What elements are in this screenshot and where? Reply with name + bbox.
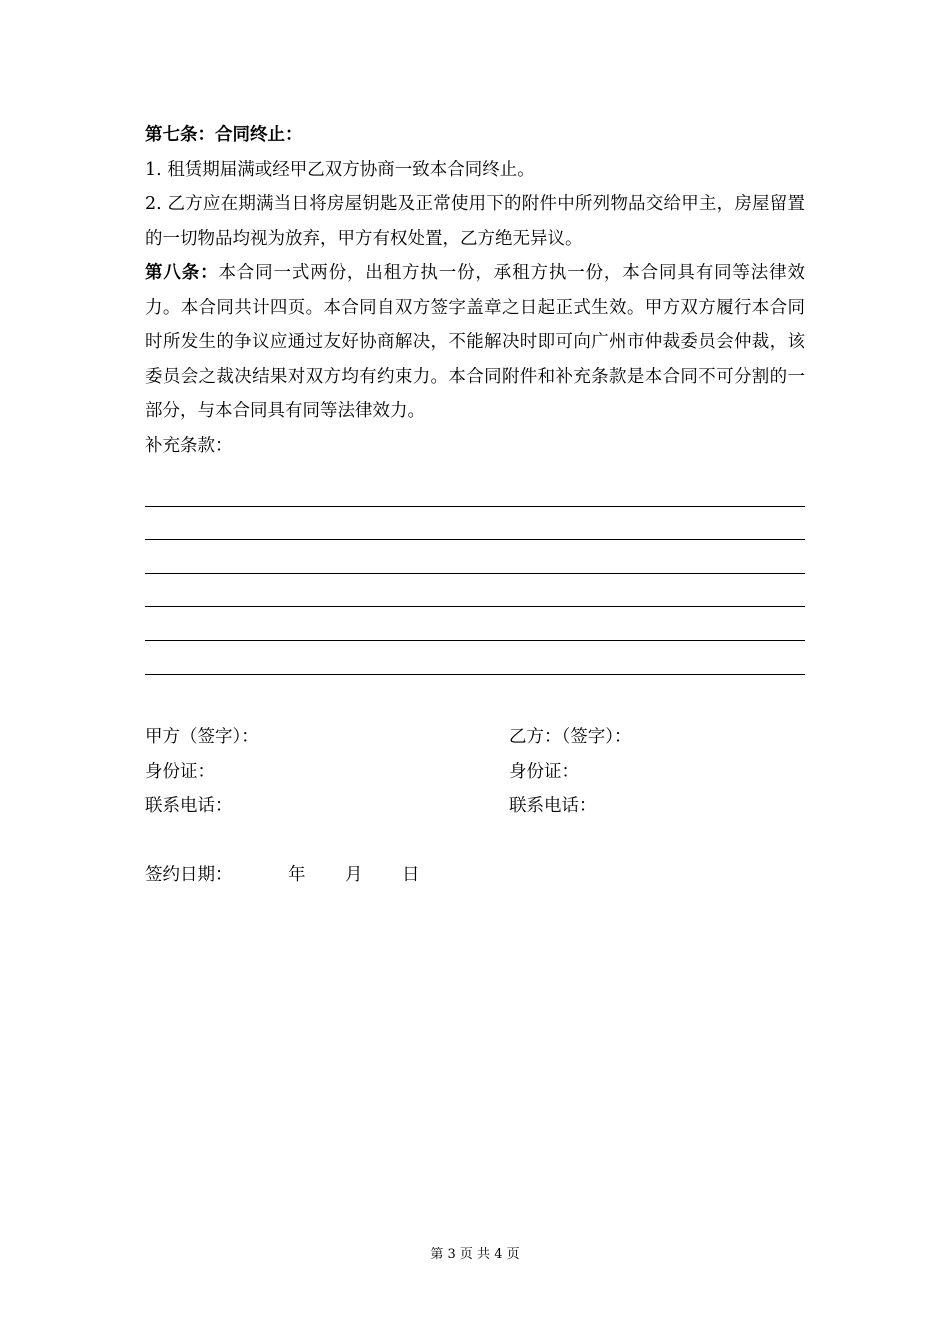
party-a-id-label: 身份证：	[145, 761, 215, 782]
signature-row	[145, 720, 805, 755]
article-7-item-2: 2. 乙方应在期满当日将房屋钥匙及正常使用下的附件中所列物品交给甲主，房屋留置的一切物品均视为放弃，甲方有权处置，乙方绝无异议。	[145, 194, 805, 249]
page-footer: 第 3 页 共 4 页	[430, 1247, 520, 1262]
article-7-heading: 第七条：合同终止：	[145, 125, 303, 145]
date-year: 年	[288, 865, 306, 885]
party-b-id-label: 身份证：	[509, 761, 579, 782]
contract-body	[145, 118, 805, 675]
signature-block	[145, 720, 805, 824]
article-8-heading: 第八条：	[145, 263, 219, 283]
phone-row	[145, 789, 805, 824]
article-7-item-1: 1. 租赁期届满或经甲乙双方协商一致本合同终止。	[145, 159, 535, 180]
date-month: 月	[345, 865, 363, 885]
article-8-paragraph	[145, 256, 805, 429]
supplement-line	[145, 473, 805, 507]
signing-date-label: 签约日期：	[145, 865, 233, 885]
supplement-blank-lines	[145, 473, 805, 675]
party-a-phone-label: 联系电话：	[145, 796, 233, 816]
supplement-line	[145, 574, 805, 608]
party-b-sign-label: 乙方：（签字）：	[509, 727, 632, 747]
supplement-line	[145, 641, 805, 675]
signing-date	[145, 858, 420, 893]
supplement-line	[145, 607, 805, 641]
party-b-phone-label: 联系电话：	[509, 796, 597, 816]
id-row	[145, 755, 805, 790]
supplement-line	[145, 540, 805, 574]
supplement-label: 补充条款：	[145, 435, 233, 456]
date-day: 日	[402, 865, 420, 885]
supplement-line	[145, 507, 805, 541]
article-8-body: 本合同一式两份，出租方执一份，承租方执一份，本合同具有同等法律效力。本合同共计四页。本合同自双方签字盖章之日起正式生效。甲方双方履行本合同时所发生的争议应通过友好协商解决，不能解决时即可向广州市仲裁委员会仲裁，该委员会之裁决结果对双方均有约束力。本合同附件和补充条款是本合同不可分割的一部分，与本合同具有同等法律效力。	[145, 263, 806, 421]
party-a-sign-label: 甲方（签字）：	[145, 727, 259, 747]
